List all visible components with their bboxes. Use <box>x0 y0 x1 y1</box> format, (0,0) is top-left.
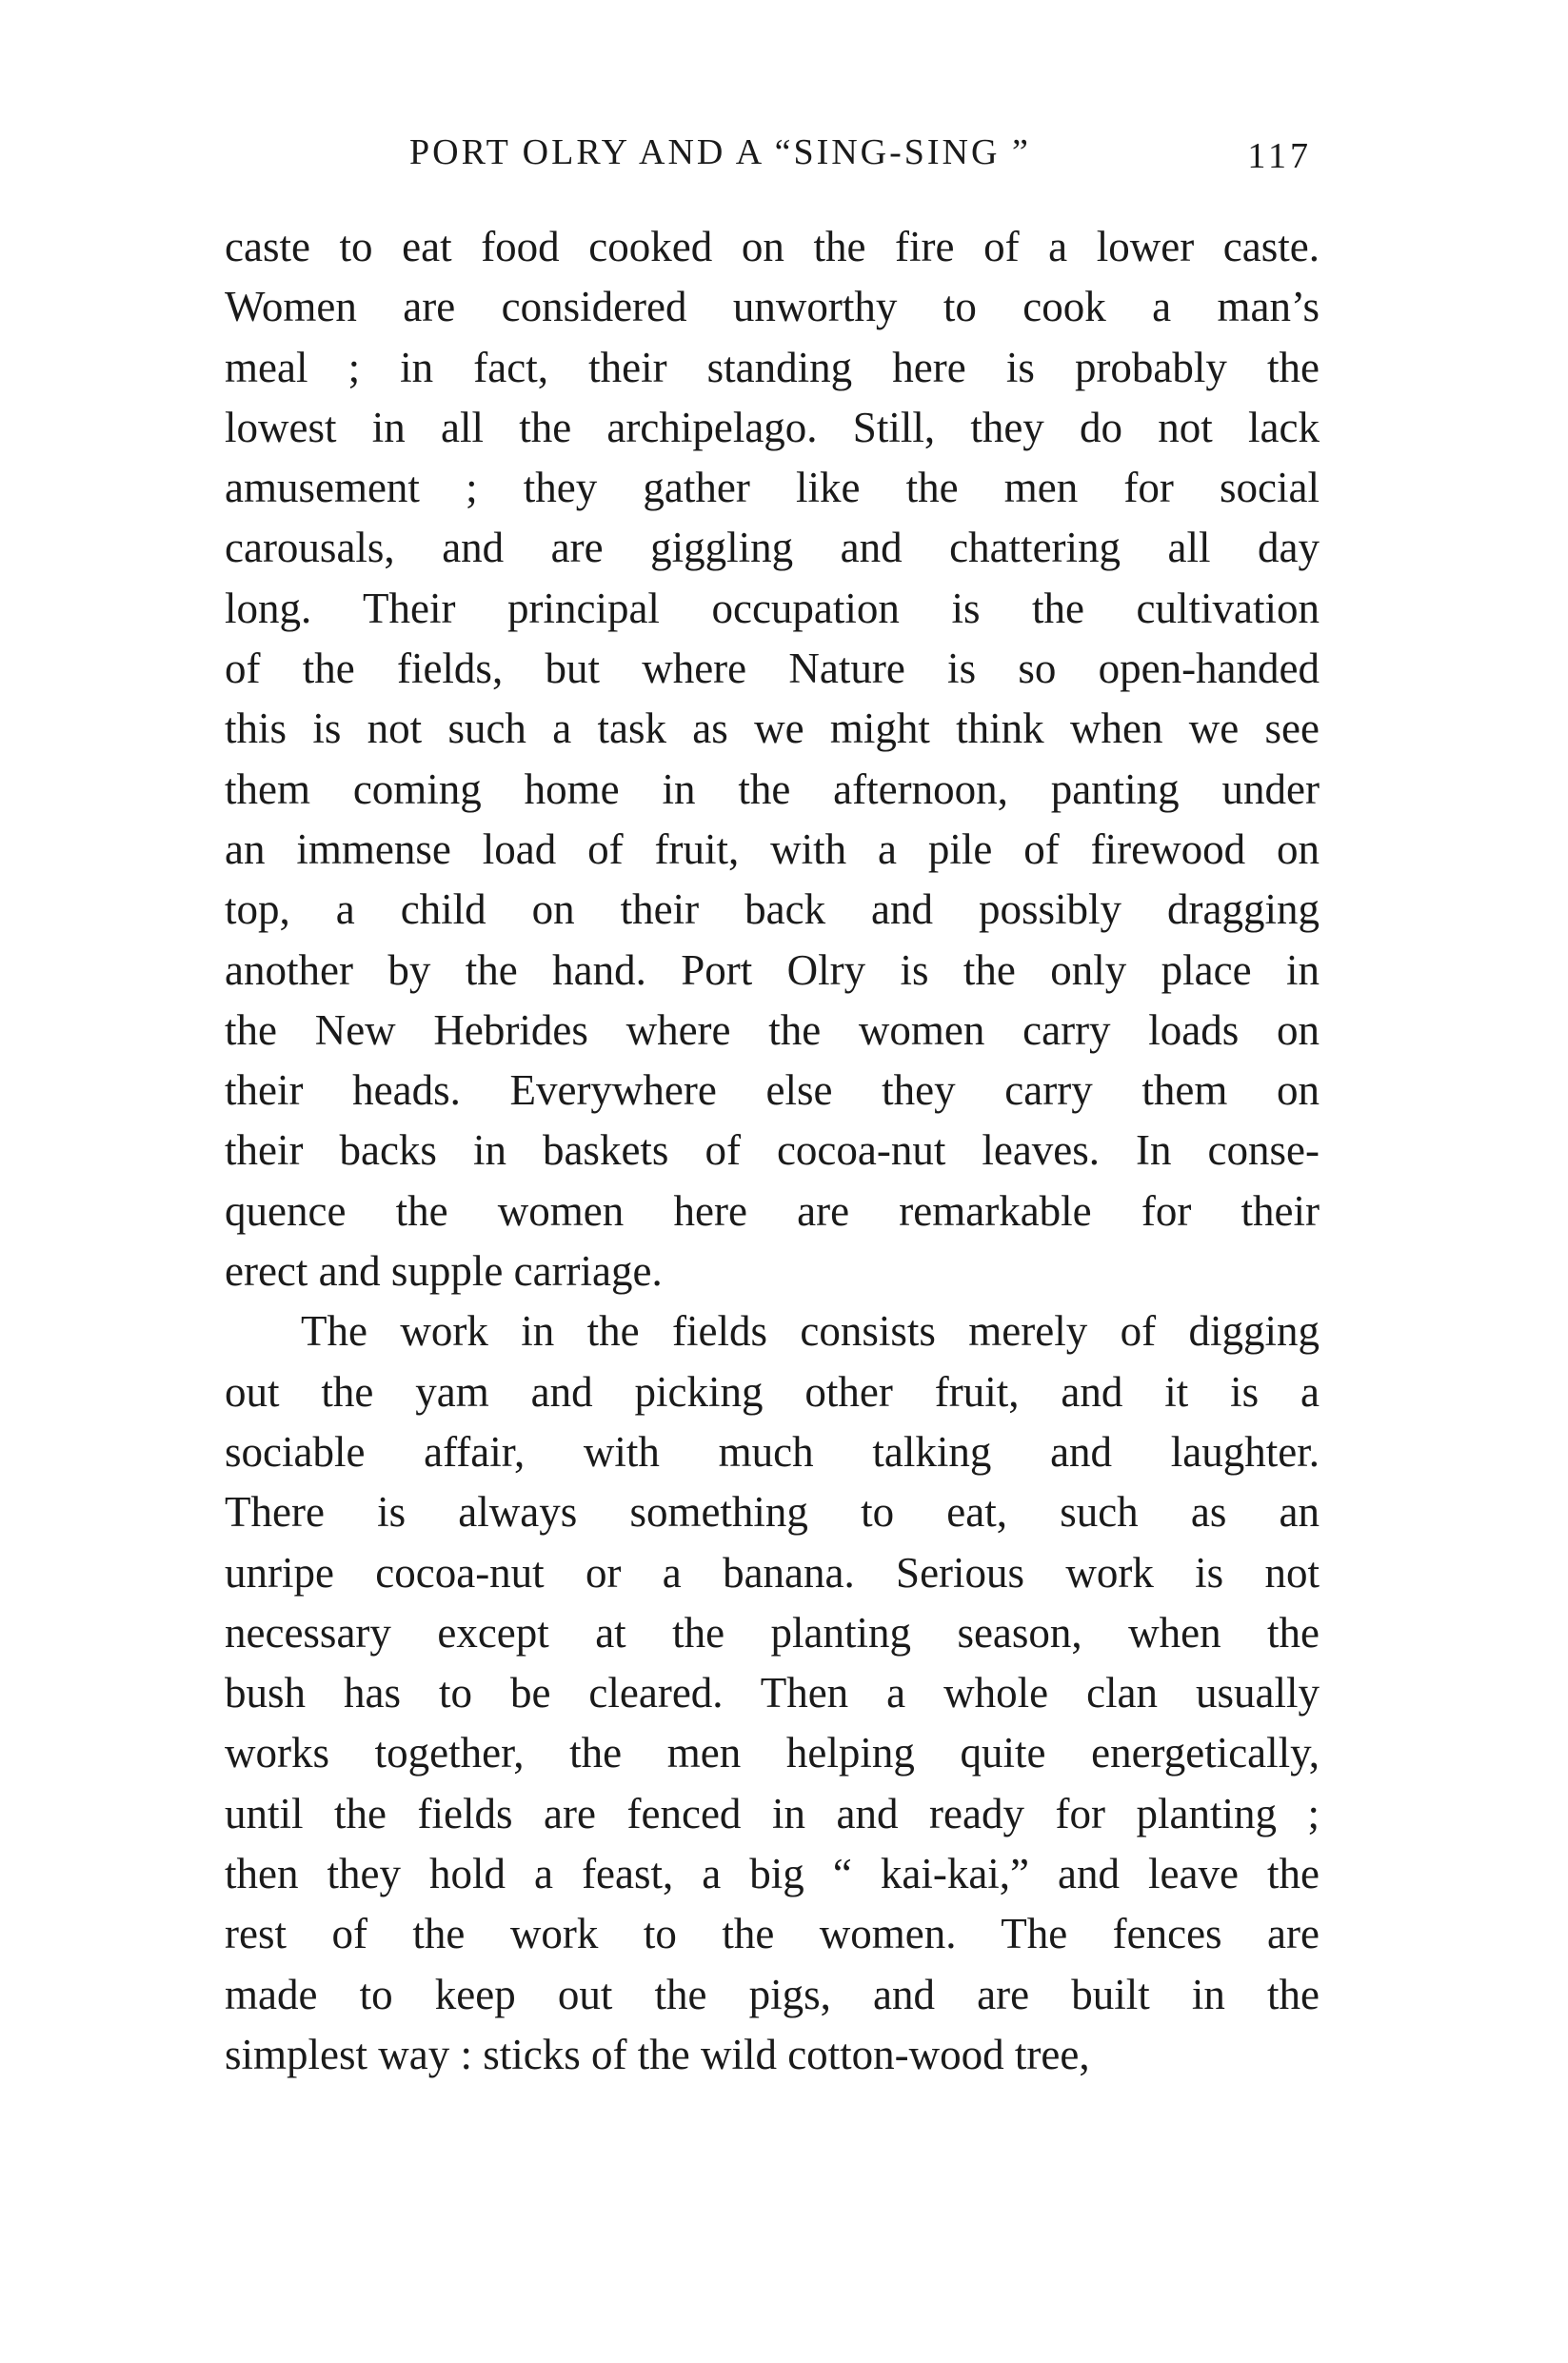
text-line: necessary except at the planting season, when the <box>225 1608 1320 1657</box>
paragraph <box>225 217 1320 1301</box>
text-line: lowest in all the archipelago. Still, they do not lack <box>225 403 1320 451</box>
text-line: another by the hand. Port Olry is the only place in <box>225 945 1320 994</box>
text-line: erect and supple carriage. <box>225 1247 663 1296</box>
text-line: There is always something to eat, such as an <box>225 1488 1320 1537</box>
text-line: made to keep out the pigs, and are built in the <box>225 1970 1320 2018</box>
text-line: sociable affair, with much talking and laughter. <box>225 1427 1320 1476</box>
text-line: works together, the men helping quite energetically, <box>225 1729 1320 1777</box>
text-line: simplest way : sticks of the wild cotton-wood tree, <box>225 2030 1090 2078</box>
body-text <box>225 217 1320 2085</box>
text-line: an immense load of fruit, with a pile of firewood on <box>225 824 1320 873</box>
text-line: long. Their principal occupation is the cultivation <box>225 584 1320 632</box>
text-line: their heads. Everywhere else they carry them on <box>225 1066 1320 1115</box>
text-line: top, a child on their back and possibly dragging <box>225 885 1320 934</box>
text-line: quence the women here are remarkable for their <box>225 1186 1320 1235</box>
running-head-title: PORT OLRY AND A “SING-SING ” <box>409 132 1031 172</box>
text-line: of the fields, but where Nature is so open-handed <box>225 645 1320 693</box>
text-line: The work in the fields consists merely of digging <box>301 1307 1320 1356</box>
text-line: carousals, and are giggling and chattering all day <box>225 524 1320 572</box>
paragraph <box>225 1301 1320 2085</box>
text-line: rest of the work to the women. The fences are <box>225 1910 1320 1958</box>
text-line: Women are considered unworthy to cook a man’s <box>225 283 1320 331</box>
running-head <box>228 131 1323 179</box>
text-line: bush has to be cleared. Then a whole clan usually <box>225 1669 1320 1718</box>
text-line: the New Hebrides where the women carry loads on <box>225 1005 1320 1054</box>
text-line: meal ; in fact, their standing here is probably the <box>225 343 1320 391</box>
text-line: caste to eat food cooked on the fire of a lower caste. <box>225 223 1320 270</box>
text-line: them coming home in the afternoon, panting under <box>225 764 1320 813</box>
text-line: their backs in baskets of cocoa-nut leaves. In conse- <box>225 1126 1320 1175</box>
text-line: out the yam and picking other fruit, and it is a <box>225 1367 1320 1416</box>
text-line: unripe cocoa-nut or a banana. Serious work is not <box>225 1548 1320 1597</box>
text-line: this is not such a task as we might think when we see <box>225 705 1320 753</box>
text-line: amusement ; they gather like the men for social <box>225 464 1320 512</box>
page-number: 117 <box>1247 136 1312 176</box>
text-line: until the fields are fenced in and ready for planting ; <box>225 1789 1320 1837</box>
text-line: then they hold a feast, a big “ kai-kai,” and leave the <box>225 1850 1320 1898</box>
